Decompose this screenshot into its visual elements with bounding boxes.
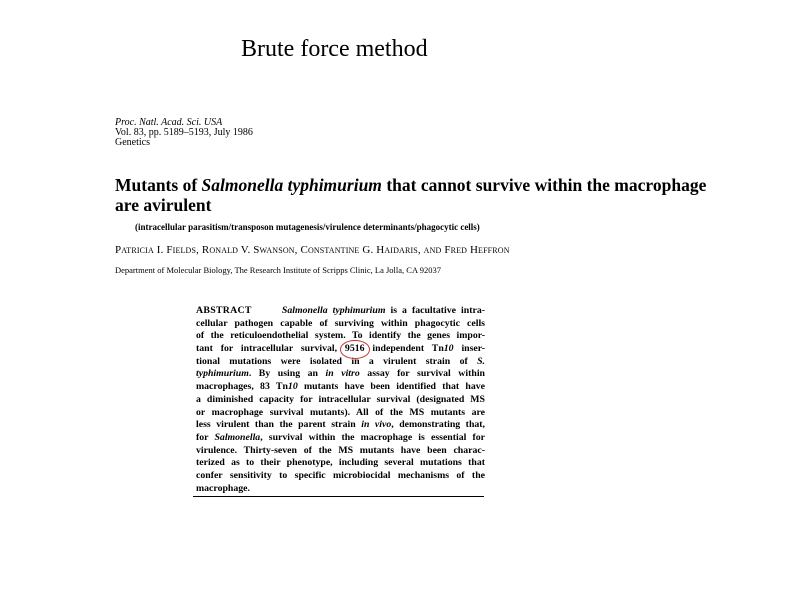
abstract-text: S. xyxy=(477,355,485,367)
abstract-text: in vivo xyxy=(361,419,392,431)
abstract-divider xyxy=(193,496,484,497)
abstract-text: 10 xyxy=(287,381,298,393)
abstract-text: 10 xyxy=(443,343,454,355)
slide-title: Brute force method xyxy=(241,36,428,62)
abstract-text: for xyxy=(196,431,215,443)
abstract-text: , demonstrating that, xyxy=(391,419,486,431)
abstract-line: confer sensitivity to specific microbiocidal mechanisms of the xyxy=(196,469,485,481)
paper-authors: Patricia I. Fields, Ronald V. Swanson, Constantine G. Haidaris, and Fred Heffron xyxy=(115,244,510,256)
abstract-line xyxy=(196,356,485,369)
journal-section: Genetics xyxy=(115,137,150,148)
abstract-line: of the reticuloendothelial system. To identify the genes impor- xyxy=(196,330,485,342)
paper-affiliation: Department of Molecular Biology, The Research Institute of Scripps Clinic, La Jolla, CA 92037 xyxy=(115,265,442,275)
abstract-text: mutants have been identified that have xyxy=(297,381,485,393)
abstract-text: assay for survival within xyxy=(359,368,485,380)
abstract-text: . By using an xyxy=(248,368,326,380)
abstract-text: in vitro xyxy=(325,368,360,380)
journal-header xyxy=(115,118,253,148)
abstract-text: independent Tn xyxy=(372,343,444,355)
abstract-line: or macrophage survival mutants). All of the MS mutants are xyxy=(196,406,485,418)
abstract xyxy=(196,305,485,495)
abstract-text: , survival within the macrophage is essential for xyxy=(260,431,485,443)
abstract-line: terized as to their phenotype, including several mutations that xyxy=(196,457,485,469)
journal-name: Proc. Natl. Acad. Sci. USA xyxy=(115,117,223,128)
paper-keywords: (intracellular parasitism/transposon mutagenesis/virulence determinants/phagocytic cells) xyxy=(135,222,480,232)
abstract-text: Salmonella xyxy=(214,431,261,443)
abstract-text: inser- xyxy=(453,343,486,355)
abstract-text: Salmonella typhimurium xyxy=(281,305,386,316)
abstract-line: a diminished capacity for intracellular survival (designated MS xyxy=(196,393,485,405)
paper-title-part1: Mutants of xyxy=(115,175,202,195)
abstract-line: macrophage. xyxy=(196,482,250,494)
paper-title-part2: that cannot survive within the macrophage are avirulent xyxy=(115,175,707,215)
abstract-line xyxy=(196,343,485,356)
abstract-text: macrophages, 83 Tn xyxy=(196,381,288,393)
paper-title xyxy=(115,175,725,215)
abstract-text: tant for intracellular survival, xyxy=(196,343,338,355)
abstract-line xyxy=(196,305,485,318)
abstract-line xyxy=(196,368,485,381)
abstract-line xyxy=(196,381,485,394)
abstract-line: virulence. Thirty-seven of the MS mutants have been charac- xyxy=(196,444,485,456)
abstract-text: less virulent than the parent strain xyxy=(196,419,362,431)
abstract-text: tional mutations were isolated in a virulent strain of xyxy=(196,355,478,367)
highlighted-number: 9516 xyxy=(344,343,365,355)
abstract-label: ABSTRACT xyxy=(196,305,252,316)
journal-volume: Vol. 83, pp. 5189–5193, July 1986 xyxy=(115,127,253,138)
abstract-text: typhimurium xyxy=(196,368,249,380)
abstract-line: cellular pathogen capable of surviving within phagocytic cells xyxy=(196,317,485,329)
paper-title-organism: Salmonella typhimurium xyxy=(201,175,382,195)
abstract-line xyxy=(196,419,485,432)
abstract-text: is a facultative intra- xyxy=(385,305,485,316)
abstract-line xyxy=(196,432,485,445)
